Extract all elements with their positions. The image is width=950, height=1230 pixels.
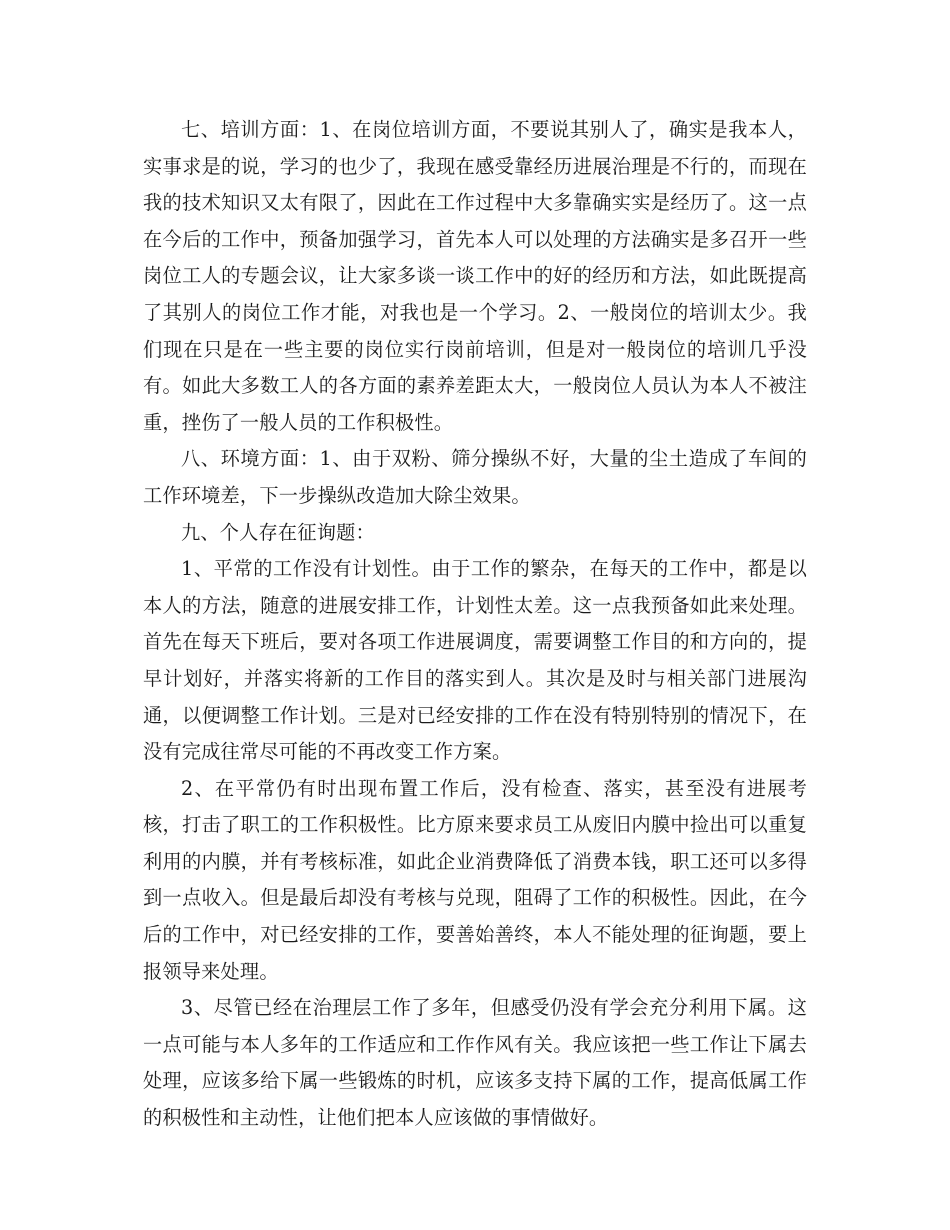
document-body [143, 112, 807, 1137]
paragraph-training: 七、培训方面：1、在岗位培训方面，不要说其别人了，确实是我本人，实事求是的说，学习的也少了，我现在感受靠经历进展治理是不行的，而现在我的技术知识又太有限了，因此在工作过程中大多靠确实实是经历了。这一点在今后的工作中，预备加强学习，首先本人可以处理的方法确实是多召开一些岗位工人的专题会议，让大家多谈一谈工作中的好的经历和方法，如此既提高了其别人的岗位工作才能，对我也是一个学习。2、一般岗位的培训太少。我们现在只是在一些主要的岗位实行岗前培训，但是对一般岗位的培训几乎没有。如此大多数工人的各方面的素养差距太大，一般岗位人员认为本人不被注重，挫伤了一般人员的工作积极性。 [143, 118, 807, 434]
paragraph-personal-issues-heading: 九、个人存在征询题： [181, 520, 375, 544]
paragraph-issue-1: 1、平常的工作没有计划性。由于工作的繁杂，在每天的工作中，都是以本人的方法，随意的进展安排工作，计划性太差。这一点我预备如此来处理。首先在每天下班后，要对各项工作进展调度，需要调整工作目的和方向的，提早计划好，并落实将新的工作目的落实到人。其次是及时与相关部门进展沟通，以便调整工作计划。三是对已经安排的工作在没有特别特别的情况下，在没有完成往常尽可能的不再改变工作方案。 [143, 557, 807, 764]
paragraph-environment: 八、环境方面：1、由于双粉、筛分操纵不好，大量的尘土造成了车间的工作环境差，下一步操纵改造加大除尘效果。 [143, 447, 807, 507]
paragraph-issue-3: 3、尽管已经在治理层工作了多年，但感受仍没有学会充分利用下属。这一点可能与本人多年的工作适应和工作作风有关。我应该把一些工作让下属去处理，应该多给下属一些锻炼的时机，应该多支持下属的工作，提高低属工作的积极性和主动性，让他们把本人应该做的事情做好。 [143, 996, 807, 1130]
paragraph-issue-2: 2、在平常仍有时出现布置工作后，没有检查、落实，甚至没有进展考核，打击了职工的工作积极性。比方原来要求员工从废旧内膜中捡出可以重复利用的内膜，并有考核标准，如此企业消费降低了消费本钱，职工还可以多得到一点收入。但是最后却没有考核与兑现，阻碍了工作的积极性。因此，在今后的工作中，对已经安排的工作，要善始善终，本人不能处理的征询题，要上报领导来处理。 [143, 776, 807, 983]
